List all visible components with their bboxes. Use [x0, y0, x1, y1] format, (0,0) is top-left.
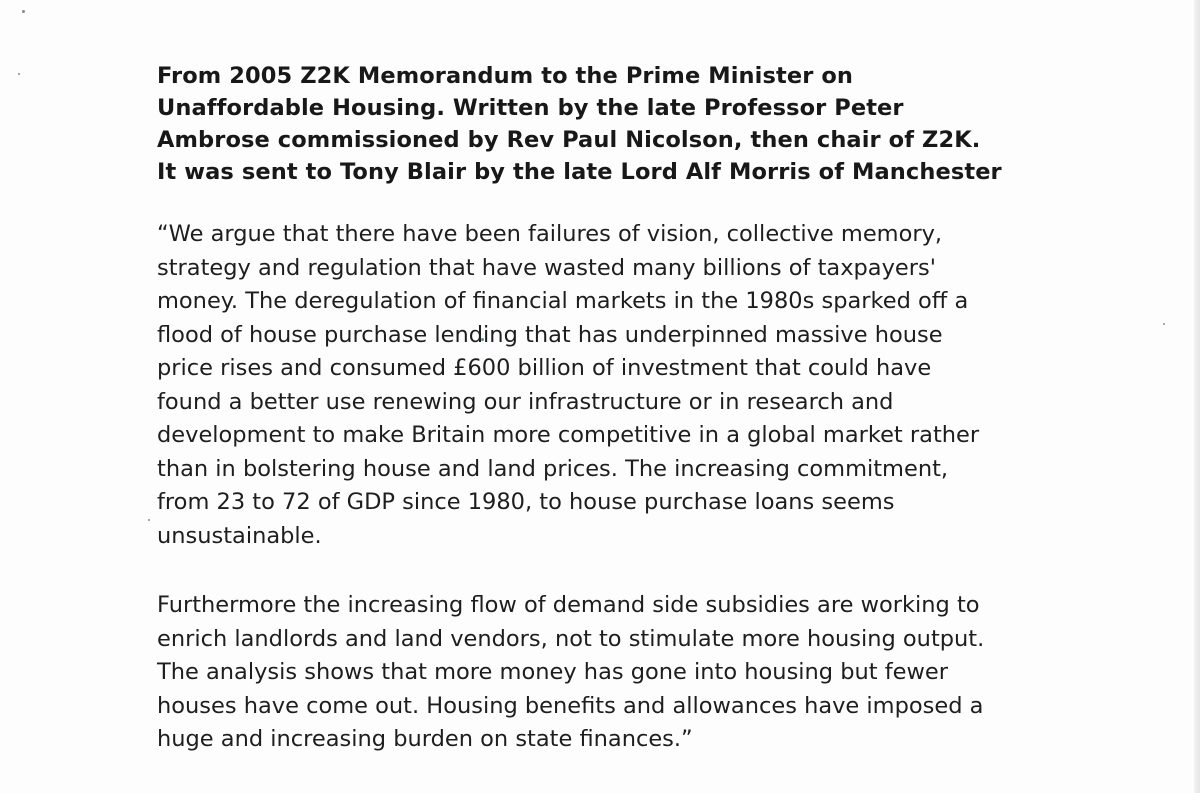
quote-paragraph-1: “We argue that there have been failures of vision, collective memory, strategy and regulation that have wasted many billions of taxpayers' money. The deregulation of financial markets in the 1980s sparked off a flood of house purchase lending that has underpinned massive house price rises and consumed £600 billion of investment that could have found a better use renewing our infrastructure or in research and development to make Britain more competitive in a global market rather than in bolstering house and land prices. The increasing commitment, from 23 to 72 of GDP since 1980, to house purchase loans seems unsustainable. [157, 221, 980, 549]
scan-speck [148, 519, 150, 521]
scan-speck [18, 73, 20, 75]
scan-edge-shadow [1194, 0, 1200, 793]
document-heading: From 2005 Z2K Memorandum to the Prime Minister on Unaffordable Housing. Written by the late Professor Peter Ambrose commissioned by Rev Paul Nicolson, then chair of Z2K. It was sent to Tony Blair by the late Lord Alf Morris of Manchester [157, 63, 1002, 185]
quote-paragraph-2: Furthermore the increasing flow of demand side subsidies are working to enrich landlords and land vendors, not to stimulate more housing output. The analysis shows that more money has gone into housing but fewer houses have come out. Housing benefits and allowances have imposed a huge and increasing burden on state finances.” [157, 592, 985, 752]
scan-speck [22, 10, 25, 13]
document-body [157, 60, 1157, 757]
scan-speck [1163, 323, 1165, 325]
